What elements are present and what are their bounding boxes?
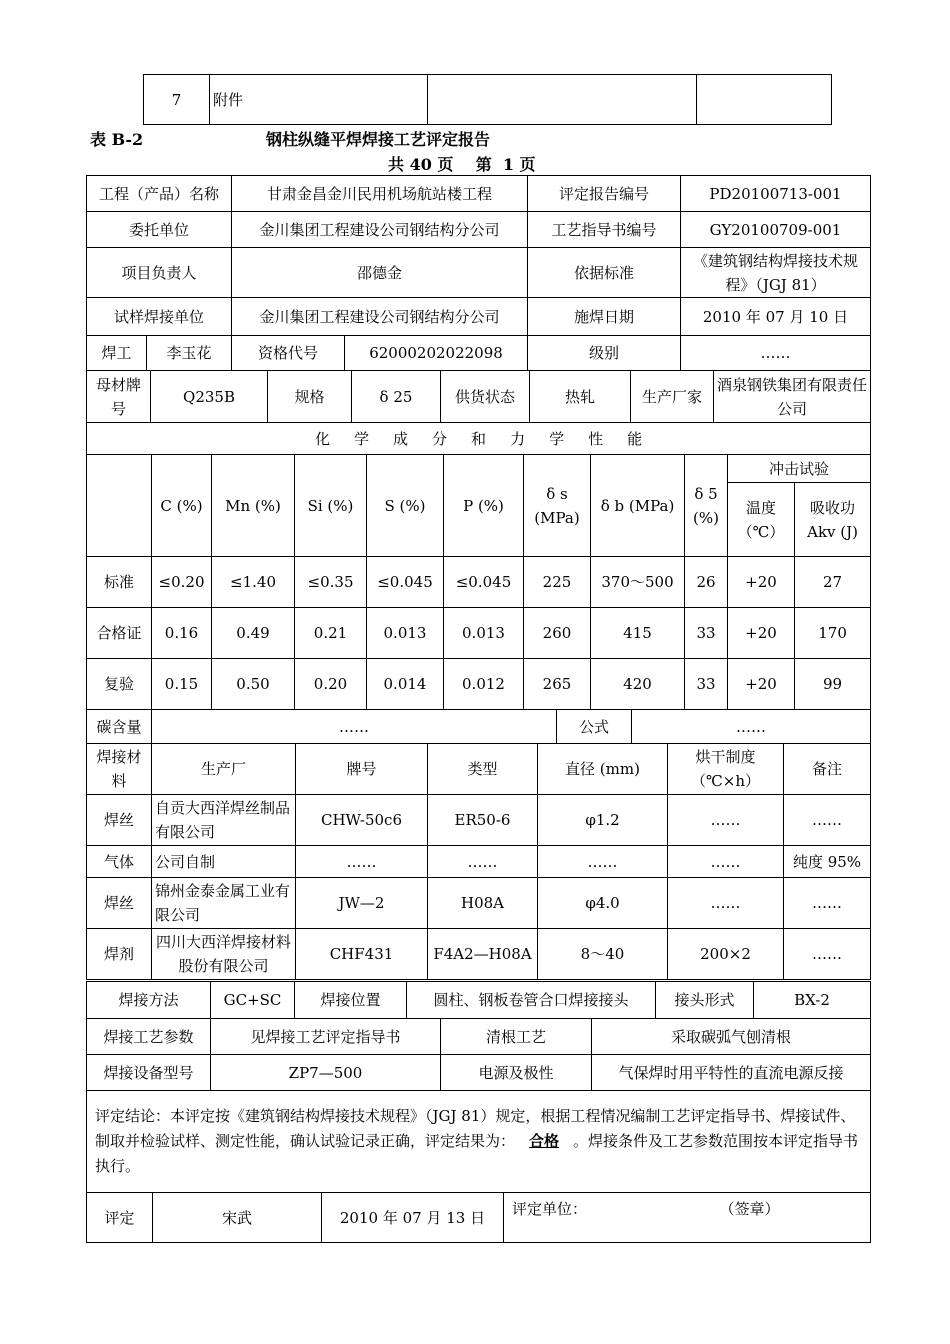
chem-title-char: 能 — [627, 429, 643, 448]
material-row — [87, 878, 871, 929]
method-value: GC+SC — [211, 982, 295, 1019]
chem-cell: 99 — [795, 659, 871, 710]
params-label: 焊接工艺参数 — [87, 1019, 211, 1055]
carbon-table — [86, 709, 871, 744]
chem-cell: ≤0.045 — [444, 557, 524, 608]
signoff-name: 宋武 — [153, 1193, 322, 1243]
mat-bake: …… — [668, 795, 784, 846]
level-label: 级别 — [528, 336, 681, 371]
mat-header-diameter: 直径 (mm) — [538, 744, 668, 795]
chem-cell: 0.49 — [212, 608, 295, 659]
mat-header-maker: 生产厂 — [152, 744, 296, 795]
params-table — [86, 1018, 871, 1091]
chem-cell: 0.013 — [444, 608, 524, 659]
client-label: 委托单位 — [87, 212, 232, 248]
date-value: 2010 年 07 月 10 日 — [681, 298, 871, 336]
unit-value: 金川集团工程建设公司钢结构分公司 — [232, 298, 528, 336]
backgouge-label: 清根工艺 — [441, 1019, 592, 1055]
mat-maker: 自贡大西洋焊丝制品有限公司 — [152, 795, 296, 846]
chem-header-si: Si (%) — [295, 455, 367, 557]
mat-brand: JW—2 — [296, 878, 428, 929]
top-row-empty-1 — [428, 75, 697, 125]
report-no-label: 评定报告编号 — [528, 176, 681, 212]
mat-bake: …… — [668, 846, 784, 878]
signoff-table — [86, 1192, 871, 1243]
welder-table — [86, 335, 871, 371]
chem-table — [86, 422, 871, 710]
mat-type: ER50-6 — [428, 795, 538, 846]
carbon-label: 碳含量 — [87, 710, 152, 744]
chem-row — [87, 608, 871, 659]
spec-value: δ 25 — [352, 371, 441, 423]
standard-label: 依据标准 — [528, 248, 681, 298]
power-label: 电源及极性 — [441, 1055, 592, 1091]
backgouge-value: 采取碳弧气刨清根 — [592, 1019, 871, 1055]
mat-diameter: φ1.2 — [538, 795, 668, 846]
chem-cell: 0.20 — [295, 659, 367, 710]
level-value: …… — [681, 336, 871, 371]
chem-title-char: 分 — [432, 429, 448, 448]
signoff-date: 2010 年 07 月 13 日 — [322, 1193, 504, 1243]
chem-cell: 33 — [685, 659, 728, 710]
top-row-label: 附件 — [210, 75, 428, 125]
wps-no-label: 工艺指导书编号 — [528, 212, 681, 248]
mat-name: 气体 — [87, 846, 152, 878]
chem-header-blank — [87, 455, 152, 557]
mat-brand: CHW-50c6 — [296, 795, 428, 846]
conclusion-text-after: 。焊接条件及工艺参数范围按本评定指导书执行。 — [95, 1132, 859, 1175]
grade-value: Q235B — [151, 371, 268, 423]
wps-no-value: GY20100709-001 — [681, 212, 871, 248]
signoff-label: 评定 — [87, 1193, 153, 1243]
maker-value: 酒泉钢铁集团有限责任公司 — [714, 371, 871, 423]
chem-cell: ≤1.40 — [212, 557, 295, 608]
chem-cell: 420 — [591, 659, 685, 710]
mat-header-note: 备注 — [784, 744, 871, 795]
formula-label: 公式 — [557, 710, 632, 744]
signoff-unit-label: 评定单位： — [512, 1200, 588, 1218]
joint-label: 接头形式 — [656, 982, 754, 1019]
formula-value: …… — [632, 710, 871, 744]
conclusion-result: 合格 — [529, 1132, 560, 1150]
chem-title — [87, 423, 871, 455]
chem-title-char: 学 — [549, 429, 565, 448]
chem-row-name: 合格证 — [87, 608, 152, 659]
chem-cell: ≤0.35 — [295, 557, 367, 608]
chem-header-impact: 冲击试验 — [728, 455, 871, 483]
info-table — [86, 175, 871, 336]
leader-value: 邵德金 — [232, 248, 528, 298]
mat-header-type: 类型 — [428, 744, 538, 795]
chem-row — [87, 659, 871, 710]
conclusion-table — [86, 1090, 871, 1193]
chem-row-name: 标准 — [87, 557, 152, 608]
mat-header-brand: 牌号 — [296, 744, 428, 795]
chem-header-s: S (%) — [367, 455, 444, 557]
chem-cell: 170 — [795, 608, 871, 659]
unit-label: 试样焊接单位 — [87, 298, 232, 336]
mat-maker: 公司自制 — [152, 846, 296, 878]
mat-bake: 200×2 — [668, 929, 784, 980]
chem-cell: ≤0.20 — [152, 557, 212, 608]
mat-header-material: 焊接材料 — [87, 744, 152, 795]
grade-label: 母材牌号 — [87, 371, 151, 423]
chem-row-name: 复验 — [87, 659, 152, 710]
params-value: 见焊接工艺评定指导书 — [211, 1019, 441, 1055]
chem-cell: 33 — [685, 608, 728, 659]
chem-header-p: P (%) — [444, 455, 524, 557]
mat-type: F4A2—H08A — [428, 929, 538, 980]
standard-value: 《建筑钢结构焊接技术规程》（JGJ 81） — [681, 248, 871, 298]
mat-note: 纯度 95% — [784, 846, 871, 878]
materials-table — [86, 743, 871, 980]
mat-header-bake: 烘干制度（℃×h） — [668, 744, 784, 795]
power-value: 气保焊时用平特性的直流电源反接 — [592, 1055, 871, 1091]
signoff-unit — [504, 1193, 871, 1243]
position-value: 圆柱、钢板卷管合口焊接接头 — [407, 982, 656, 1019]
mat-diameter: …… — [538, 846, 668, 878]
mat-name: 焊剂 — [87, 929, 152, 980]
chem-title-char: 和 — [471, 429, 487, 448]
chem-header-akv: 吸收功 Akv (J) — [795, 483, 871, 557]
supply-value: 热轧 — [530, 371, 631, 423]
mat-brand: CHF431 — [296, 929, 428, 980]
chem-row — [87, 557, 871, 608]
chem-header-mn: Mn (%) — [212, 455, 295, 557]
base-metal-table — [86, 370, 871, 423]
material-row — [87, 929, 871, 980]
cert-value: 62000202022098 — [345, 336, 528, 371]
top-row-table — [143, 74, 832, 125]
mat-note: …… — [784, 795, 871, 846]
mat-brand: …… — [296, 846, 428, 878]
chem-title-char: 学 — [354, 429, 370, 448]
mat-note: …… — [784, 929, 871, 980]
project-label: 工程（产品）名称 — [87, 176, 232, 212]
chem-cell: +20 — [728, 608, 795, 659]
chem-cell: 370～500 — [591, 557, 685, 608]
material-row — [87, 846, 871, 878]
mat-name: 焊丝 — [87, 795, 152, 846]
client-value: 金川集团工程建设公司钢结构分公司 — [232, 212, 528, 248]
chem-cell: 265 — [524, 659, 591, 710]
mat-maker: 锦州金泰金属工业有限公司 — [152, 878, 296, 929]
welder-value: 李玉花 — [147, 336, 232, 371]
date-label: 施焊日期 — [528, 298, 681, 336]
chem-header-c: C (%) — [152, 455, 212, 557]
chem-cell: 0.012 — [444, 659, 524, 710]
chem-title-char: 化 — [314, 429, 330, 448]
chem-cell: +20 — [728, 557, 795, 608]
mat-type: H08A — [428, 878, 538, 929]
mat-name: 焊丝 — [87, 878, 152, 929]
table-id: 表 B-2 — [90, 130, 144, 149]
top-row-number: 7 — [144, 75, 210, 125]
chem-header-db: δ b (MPa) — [591, 455, 685, 557]
chem-cell: 0.15 — [152, 659, 212, 710]
method-label: 焊接方法 — [87, 982, 211, 1019]
equip-label: 焊接设备型号 — [87, 1055, 211, 1091]
mat-diameter: 8～40 — [538, 929, 668, 980]
top-row-empty-2 — [697, 75, 832, 125]
signoff-seal: （签章） — [727, 1200, 780, 1218]
chem-cell: 0.16 — [152, 608, 212, 659]
carbon-value: …… — [152, 710, 557, 744]
mat-maker: 四川大西洋焊接材料股份有限公司 — [152, 929, 296, 980]
chem-header-temp: 温度（℃） — [728, 483, 795, 557]
maker-label: 生产厂家 — [631, 371, 714, 423]
position-label: 焊接位置 — [295, 982, 407, 1019]
conclusion — [87, 1091, 871, 1193]
chem-cell: 0.21 — [295, 608, 367, 659]
chem-cell: ≤0.045 — [367, 557, 444, 608]
project-value: 甘肃金昌金川民用机场航站楼工程 — [232, 176, 528, 212]
mat-note: …… — [784, 878, 871, 929]
equip-value: ZP7—500 — [211, 1055, 441, 1091]
chem-cell: 0.014 — [367, 659, 444, 710]
chem-header-d5: δ 5 (%) — [685, 455, 728, 557]
chem-title-char: 性 — [588, 429, 604, 448]
conclusion-text: 评定结论：本评定按《建筑钢结构焊接技术规程》（JGJ 81）规定，根据工程情况编制工艺评定指导书、焊接试件、制取并检验试样、测定性能，确认试验记录正确，评定结果为： — [95, 1107, 856, 1150]
material-row — [87, 795, 871, 846]
chem-cell: 26 — [685, 557, 728, 608]
chem-cell: +20 — [728, 659, 795, 710]
welder-label: 焊工 — [87, 336, 147, 371]
chem-cell: 0.013 — [367, 608, 444, 659]
spec-label: 规格 — [268, 371, 352, 423]
page-count: 共 40 页 第 1 页 — [388, 155, 536, 174]
chem-cell: 0.50 — [212, 659, 295, 710]
supply-label: 供货状态 — [441, 371, 530, 423]
mat-bake: …… — [668, 878, 784, 929]
leader-label: 项目负责人 — [87, 248, 232, 298]
joint-value: BX-2 — [754, 982, 871, 1019]
chem-title-char: 力 — [510, 429, 526, 448]
chem-cell: 225 — [524, 557, 591, 608]
chem-title-char: 成 — [393, 429, 409, 448]
report-title: 钢柱纵缝平焊焊接工艺评定报告 — [266, 130, 491, 149]
chem-cell: 260 — [524, 608, 591, 659]
report-no-value: PD20100713-001 — [681, 176, 871, 212]
chem-header-ds: δ s (MPa) — [524, 455, 591, 557]
chem-cell: 27 — [795, 557, 871, 608]
method-table — [86, 981, 871, 1019]
chem-cell: 415 — [591, 608, 685, 659]
mat-type: …… — [428, 846, 538, 878]
mat-diameter: φ4.0 — [538, 878, 668, 929]
cert-label: 资格代号 — [232, 336, 345, 371]
